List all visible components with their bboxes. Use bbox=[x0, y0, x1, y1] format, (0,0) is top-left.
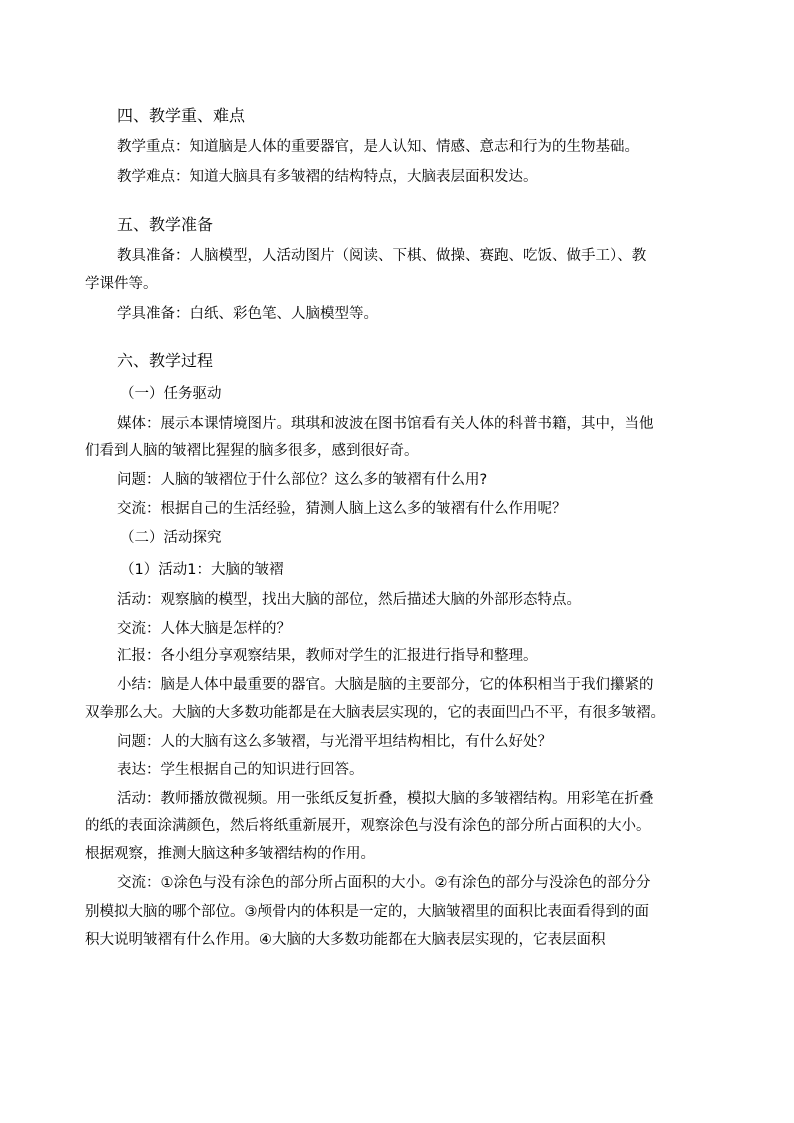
section-heading-preparation: 五、教学准备 bbox=[117, 215, 214, 234]
paragraph-line: 表达：学生根据自己的知识进行回答。 bbox=[117, 762, 364, 778]
paragraph-line: 根据观察，推测大脑这种多皱褶结构的作用。 bbox=[85, 846, 375, 862]
paragraph-line: 交流：①涂色与没有涂色的部分所占面积的大小。②有涂色的部分与没涂色的部分分 bbox=[117, 875, 651, 891]
paragraph-line: 别模拟大脑的哪个部位。③颅骨内的体积是一定的，大脑皱褶里的面积比表面看得到的面 bbox=[85, 904, 649, 920]
paragraph-line: 问题：人脑的皱褶位于什么部位？这么多的皱褶有什么用? bbox=[117, 472, 488, 488]
subsection-heading: （一）任务驱动 bbox=[120, 386, 222, 402]
paragraph-line: 活动：观察脑的模型，找出大脑的部位，然后描述大脑的外部形态特点。 bbox=[117, 592, 581, 608]
paragraph-line: 媒体：展示本课情境图片。琪琪和波波在图书馆看有关人体的科普书籍，其中，当他 bbox=[117, 416, 654, 432]
paragraph-line: 学具准备：白纸、彩色笔、人脑模型等。 bbox=[117, 306, 378, 322]
paragraph-line: 教具准备：人脑模型，人活动图片（阅读、下棋、做操、赛跑、吃饭、做手工）、教 bbox=[117, 248, 647, 264]
paragraph-line: 的纸的表面涂满颜色，然后将纸重新展开，观察涂色与没有涂色的部分所占面积的大小。 bbox=[85, 818, 651, 834]
paragraph-line: 教学重点：知道脑是人体的重要器官，是人认知、情感、意志和行为的生物基础。 bbox=[117, 139, 639, 155]
paragraph-line: 活动：教师播放微视频。用一张纸反复折叠，模拟大脑的多皱褶结构。用彩笔在折叠 bbox=[117, 791, 654, 807]
paragraph-line: 小结：脑是人体中最重要的器官。大脑是脑的主要部分，它的体积相当于我们攥紧的 bbox=[117, 677, 654, 693]
subsection-heading: （二）活动探究 bbox=[120, 530, 222, 546]
section-heading-process: 六、教学过程 bbox=[117, 351, 214, 370]
section-heading-key-points: 四、教学重、难点 bbox=[117, 106, 246, 125]
paragraph-line: 交流：根据自己的生活经验，猜测人脑上这么多的皱褶有什么作用呢？ bbox=[117, 501, 567, 517]
paragraph-line: 汇报：各小组分享观察结果，教师对学生的汇报进行指导和整理。 bbox=[117, 648, 538, 664]
paragraph-line: 教学难点：知道大脑具有多皱褶的结构特点，大脑表层面积发达。 bbox=[117, 169, 538, 185]
activity-heading: （1）活动1：大脑的皱褶 bbox=[120, 562, 284, 578]
paragraph-line: 积大说明皱褶有什么作用。④大脑的大多数功能都在大脑表层实现的，它表层面积 bbox=[85, 932, 606, 948]
paragraph-line: 们看到人脑的皱褶比猩猩的脑多很多，感到很好奇。 bbox=[85, 443, 419, 459]
paragraph-line: 双拳那么大。大脑的大多数功能都是在大脑表层实现的，它的表面凹凸不平，有很多皱褶。 bbox=[85, 705, 665, 721]
paragraph-line: 问题：人的大脑有这么多皱褶，与光滑平坦结构相比，有什么好处？ bbox=[117, 734, 552, 750]
paragraph-line: 交流：人体大脑是怎样的？ bbox=[117, 621, 291, 637]
paragraph-line: 学课件等。 bbox=[85, 276, 158, 292]
